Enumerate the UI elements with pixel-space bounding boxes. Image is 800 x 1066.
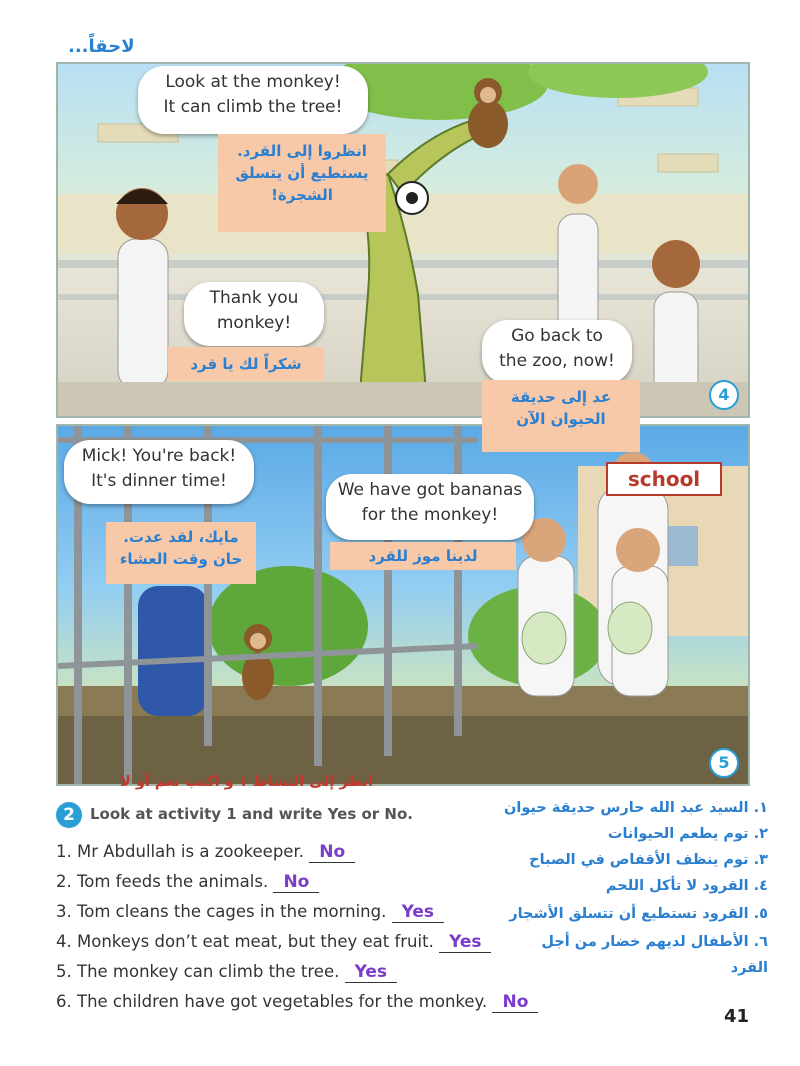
arabic-question-3: ٣. توم ينظف الأقفاص في الصباح (529, 852, 768, 868)
arabic-later-heading: لاحقاً... (68, 36, 135, 57)
question-text: 2. Tom feeds the animals. (56, 872, 269, 891)
arabic-question-6: ٦. الأطفال لديهم خضار من أجل (541, 934, 768, 950)
answer-field[interactable]: Yes (345, 962, 397, 983)
translation-look-at-monkey (218, 134, 386, 232)
translation-line: مايك، لقد عدت. (123, 528, 239, 546)
bubble-line: It can climb the tree! (163, 97, 343, 117)
bubble-line: Look at the monkey! (165, 72, 341, 92)
translation-line: حان وقت العشاء (119, 550, 243, 568)
comic-panel-4 (56, 62, 750, 418)
question-text: 3. Tom cleans the cages in the morning. (56, 902, 387, 921)
translation-line: لدينا موز للقرد (368, 547, 478, 565)
question-6 (56, 992, 538, 1013)
bubble-line: It's dinner time! (91, 471, 227, 491)
arabic-instruction: انظر إلى النشاط ١ و اكتب نعم أو لا (120, 774, 373, 790)
bubble-thank-you (184, 282, 324, 346)
school-sign: school (606, 462, 722, 496)
question-text: 5. The monkey can climb the tree. (56, 962, 340, 981)
bubble-go-back (482, 320, 632, 384)
question-text: 6. The children have got vegetables for the monkey. (56, 992, 488, 1011)
translation-line: الشجرة! (271, 186, 333, 204)
question-1 (56, 842, 355, 863)
translation-line: الحيوان الآن (516, 410, 606, 428)
translation-line: يستطيع أن يتسلق (235, 164, 369, 182)
bubble-line: the zoo, now! (499, 351, 615, 371)
question-3 (56, 902, 444, 923)
bubble-mick-back (64, 440, 254, 504)
question-2 (56, 872, 319, 893)
answer-field[interactable]: No (273, 872, 319, 893)
answer-field[interactable]: Yes (392, 902, 444, 923)
bubble-line: Mick! You're back! (81, 446, 237, 466)
arabic-question-1: ١. السيد عبد الله حارس حديقة حيوان (503, 800, 768, 816)
bubble-look-at-monkey (138, 66, 368, 134)
bubble-line: monkey! (216, 313, 292, 333)
question-text: 4. Monkeys don’t eat meat, but they eat fruit. (56, 932, 434, 951)
translation-line: شكراً لك يا قرد (190, 355, 302, 373)
activity-number-badge: 2 (56, 802, 82, 828)
panel-number-badge: 4 (709, 380, 739, 410)
question-5 (56, 962, 397, 983)
translation-bananas (330, 542, 516, 570)
translation-line: انظروا إلى القرد. (237, 142, 367, 160)
comic-panel-5 (56, 424, 750, 786)
answer-field[interactable]: No (309, 842, 355, 863)
bubble-line: for the monkey! (361, 505, 499, 525)
arabic-question-6-continued: القرد (730, 960, 768, 976)
arabic-question-2: ٢. توم يطعم الحيوانات (607, 826, 768, 842)
answer-field[interactable]: Yes (439, 932, 491, 953)
panel-number-badge: 5 (709, 748, 739, 778)
activity-instruction: Look at activity 1 and write Yes or No. (90, 805, 413, 823)
translation-go-back (482, 380, 640, 452)
translation-line: عد إلى حديقة (510, 388, 612, 406)
bubble-line: Go back to (511, 326, 603, 346)
arabic-question-5: ٥. القرود تستطيع أن تتسلق الأشجار (509, 906, 768, 922)
page-number: 41 (724, 1006, 750, 1027)
question-4 (56, 932, 491, 953)
translation-thank-you (168, 347, 324, 381)
bubble-line: Thank you (209, 288, 299, 308)
bubble-line: We have got bananas (337, 480, 523, 500)
translation-mick-back (106, 522, 256, 584)
answer-field[interactable]: No (492, 992, 538, 1013)
bubble-bananas (326, 474, 534, 540)
arabic-question-4: ٤. القرود لا تأكل اللحم (605, 878, 768, 894)
question-text: 1. Mr Abdullah is a zookeeper. (56, 842, 304, 861)
